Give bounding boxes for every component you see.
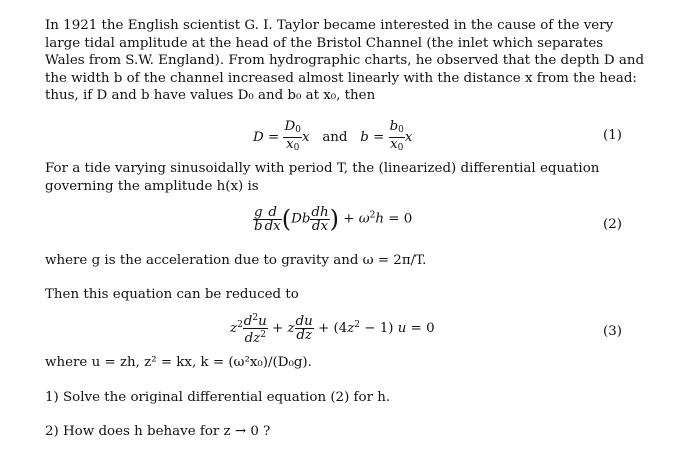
intro-paragraph: In 1921 the English scientist G. I. Taylor became interested in the cause of the very large tidal amplitude at the head of the Bristol Channel (the inlet which separates Wales from S.W. England). From hydrographic charts, he observed that the depth D and the width b of the channel increased almost linearly with the distance x from the head: thus, if D and b have values D₀ and b₀ at x₀, then [45,18,645,104]
gravity-paragraph: where g is the acceleration due to gravity and ω = 2π/T. [45,253,427,268]
equation-2-number: (2) [603,217,622,232]
question-2: 2) How does h behave for z → 0 ? [45,424,271,439]
equation-1-connector: and [322,130,348,145]
reduced-paragraph: Then this equation can be reduced to [45,287,299,302]
question-1: 1) Solve the original differential equation (2) for h. [45,390,391,405]
tide-paragraph: For a tide varying sinusoidally with period T, the (linearized) differential equation governing the amplitude h(x) is [45,161,600,194]
equation-3-number: (3) [603,324,622,339]
where-u-paragraph: where u = zh, z² = kx, k = (ω²x₀)/(D₀g). [45,355,312,370]
equation-1-number: (1) [603,128,622,143]
document-page: In 1921 the English scientist G. I. Taylor became interested in the cause of the very large tidal amplitude at the head of the Bristol Channel (the inlet which separates Wales from S.W. England). From hydrographic charts, he observed that the depth D and the width b of the channel increased almost linearly with the distance x from the head: thus, if D and b have values D₀ and b₀ at x₀, then D = $\frac{D_0}{x_0}$ x and b = $\frac{b_0}{x_0}$ x (1) For a tide varying sinusoidally with period T, the (linearized) differential equation governing the amplitude h(x) is $\frac{g}{b}$ $\frac{d}{dx}$ (Db $\frac{dh}{dx}$ ) + $\omega^2h = 0$ (2) where g is the acceleration due to gravity and ω = 2π/T. Then this equation can be reduced to $z^2$ $\frac{d^2u}{dz^2}$ + z $\frac{du}{dz}$ + $(4z^2 - 1) u = 0$ (3) where u = zh, z² = kx, k = (ω²x₀)/(D₀g). 1) Solve the original differential equation (2) for h. 2) How does h behave for z → 0 ? [45,18,645,439]
